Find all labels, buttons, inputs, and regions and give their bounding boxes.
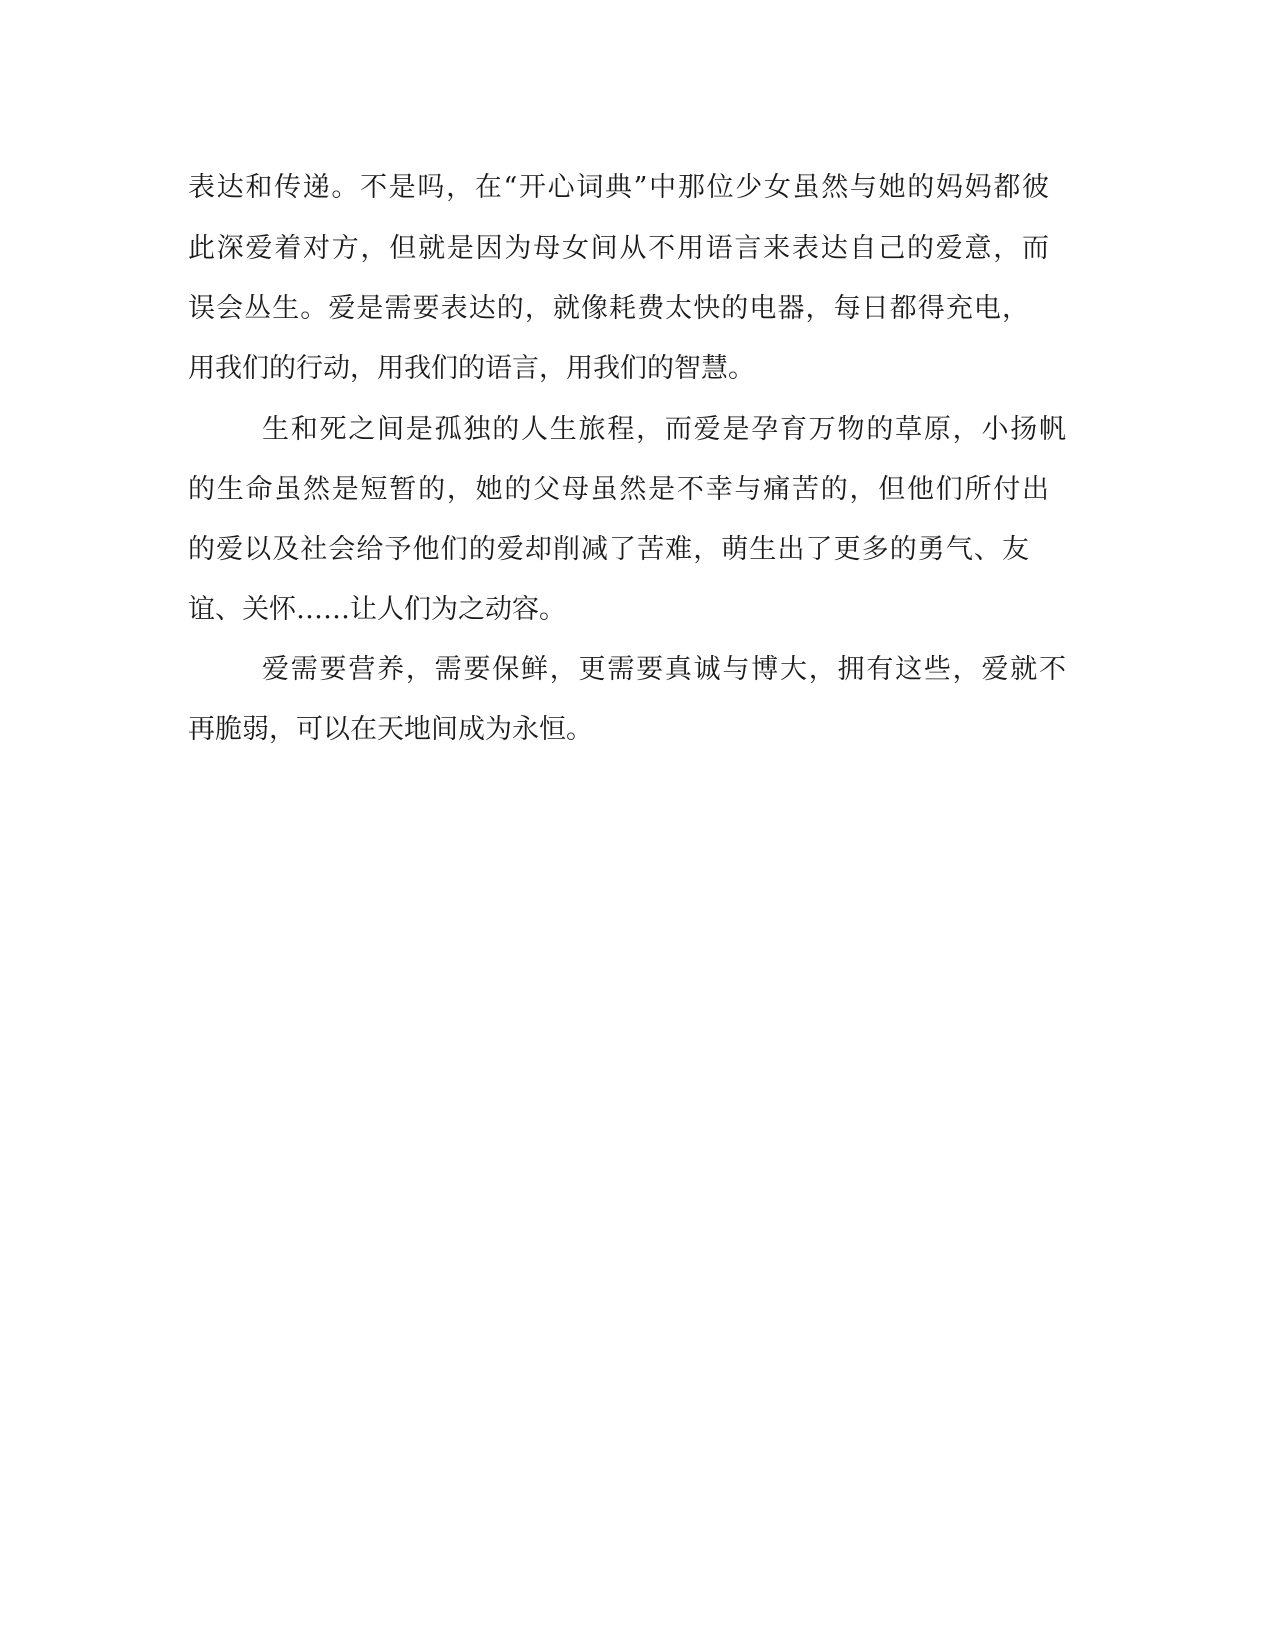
text-line: 的爱以及社会给予他们的爱却削减了苦难，萌生出了更多的勇气、友 bbox=[188, 534, 1029, 565]
text-line: 用我们的行动，用我们的语言，用我们的智慧。 bbox=[188, 353, 755, 384]
text-line: 的生命虽然是短暂的，她的父母虽然是不幸与痛苦的，但他们所付出 bbox=[188, 474, 1049, 505]
text-line: 爱需要营养，需要保鲜，更需要真诚与博大，拥有这些，爱就不 bbox=[262, 654, 1066, 685]
text-line: 此深爱着对方，但就是因为母女间从不用语言来表达自己的爱意，而 bbox=[188, 233, 1049, 264]
text-line: 表达和传递。不是吗，在“开心词典”中那位少女虽然与她的妈妈都彼 bbox=[188, 172, 1049, 203]
text-line: 生和死之间是孤独的人生旅程，而爱是孕育万物的草原，小扬帆 bbox=[262, 414, 1066, 445]
text-line: 再脆弱，可以在天地间成为永恒。 bbox=[188, 714, 593, 745]
text-line: 谊、关怀……让人们为之动容。 bbox=[188, 594, 566, 625]
text-line: 误会丛生。爱是需要表达的，就像耗费太快的电器，每日都得充电， bbox=[188, 293, 1029, 324]
